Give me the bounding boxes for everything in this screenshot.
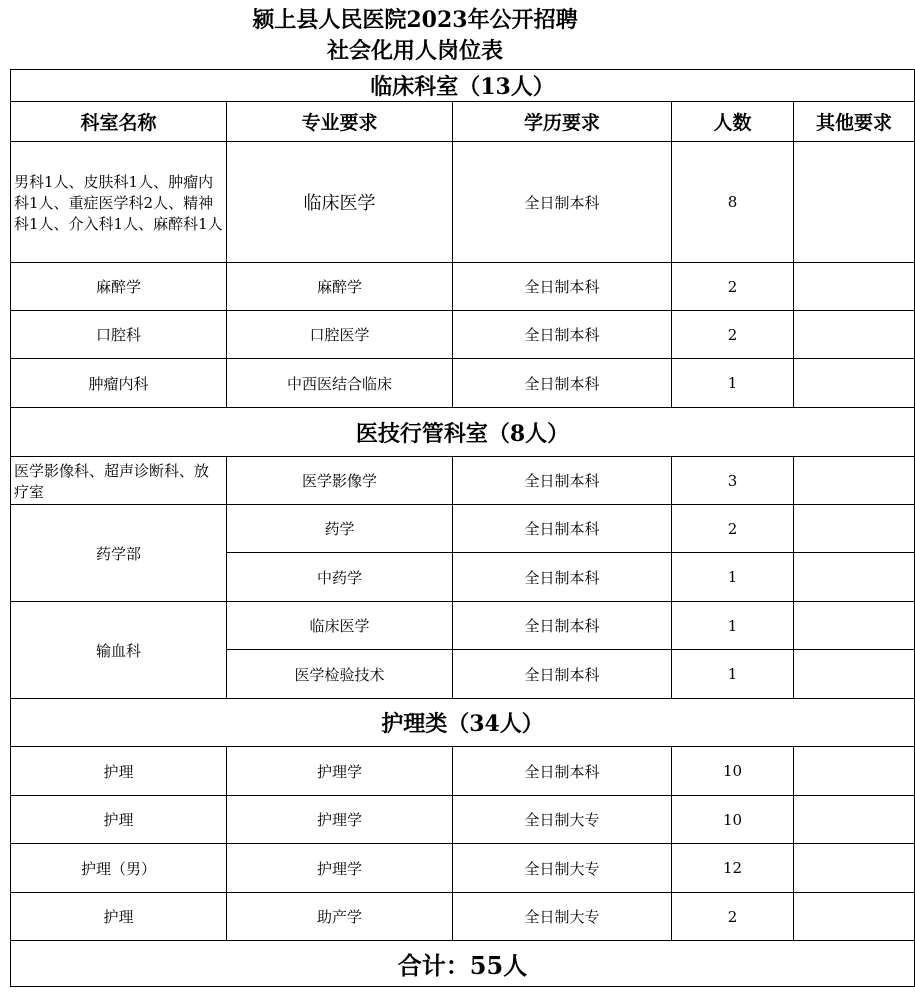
dept-cell: 男科1人、皮肤科1人、肿瘤内科1人、重症医学科2人、精神科1人、介入科1人、麻醉科1人 [11, 142, 227, 263]
count-cell: 2 [672, 311, 794, 359]
major-cell: 护理学 [227, 844, 453, 893]
count-cell: 1 [672, 553, 794, 602]
dept-cell: 护理 [11, 796, 227, 844]
education-cell: 全日制本科 [453, 602, 672, 650]
other-cell [794, 359, 915, 408]
major-cell: 中西医结合临床 [227, 359, 453, 408]
other-cell [794, 650, 915, 699]
dept-cell: 肿瘤内科 [11, 359, 227, 408]
table-row [11, 893, 915, 941]
table-row [11, 747, 915, 796]
count-cell: 2 [672, 893, 794, 941]
count-cell: 10 [672, 747, 794, 796]
section-label: 临床科室（13人） [11, 70, 915, 102]
count-cell: 10 [672, 796, 794, 844]
header-major: 专业要求 [227, 102, 453, 142]
major-cell: 护理学 [227, 796, 453, 844]
education-cell: 全日制大专 [453, 893, 672, 941]
count-cell: 1 [672, 602, 794, 650]
positions-table [10, 69, 915, 987]
total-label: 合计：55人 [11, 941, 915, 987]
education-cell: 全日制本科 [453, 263, 672, 311]
table-row [11, 602, 915, 650]
header-other: 其他要求 [794, 102, 915, 142]
table-row [11, 844, 915, 893]
education-cell: 全日制本科 [453, 311, 672, 359]
major-cell: 中药学 [227, 553, 453, 602]
table-row [11, 263, 915, 311]
other-cell [794, 796, 915, 844]
major-cell: 药学 [227, 505, 453, 553]
education-cell: 全日制本科 [453, 457, 672, 505]
section-label: 医技行管科室（8人） [11, 408, 915, 457]
dept-cell: 输血科 [11, 602, 227, 699]
table-row [11, 505, 915, 553]
table-row [11, 796, 915, 844]
header-education: 学历要求 [453, 102, 672, 142]
count-cell: 1 [672, 650, 794, 699]
other-cell [794, 311, 915, 359]
count-cell: 2 [672, 505, 794, 553]
table-row [11, 311, 915, 359]
major-cell: 医学检验技术 [227, 650, 453, 699]
section-label: 护理类（34人） [11, 699, 915, 747]
major-cell: 医学影像学 [227, 457, 453, 505]
count-cell: 1 [672, 359, 794, 408]
other-cell [794, 505, 915, 553]
other-cell [794, 457, 915, 505]
other-cell [794, 844, 915, 893]
education-cell: 全日制本科 [453, 650, 672, 699]
major-cell: 助产学 [227, 893, 453, 941]
count-cell: 3 [672, 457, 794, 505]
table-row [11, 457, 915, 505]
count-cell: 8 [672, 142, 794, 263]
section-header-row [11, 699, 915, 747]
major-cell: 护理学 [227, 747, 453, 796]
other-cell [794, 602, 915, 650]
section-header-row [11, 408, 915, 457]
education-cell: 全日制本科 [453, 747, 672, 796]
section-header-row [11, 70, 915, 102]
count-cell: 12 [672, 844, 794, 893]
header-count: 人数 [672, 102, 794, 142]
education-cell: 全日制本科 [453, 505, 672, 553]
table-row [11, 142, 915, 263]
other-cell [794, 263, 915, 311]
dept-cell: 药学部 [11, 505, 227, 602]
major-cell: 麻醉学 [227, 263, 453, 311]
major-cell: 临床医学 [227, 142, 453, 263]
other-cell [794, 747, 915, 796]
count-cell: 2 [672, 263, 794, 311]
dept-cell: 护理 [11, 893, 227, 941]
table-row [11, 359, 915, 408]
other-cell [794, 553, 915, 602]
total-row [11, 941, 915, 987]
education-cell: 全日制大专 [453, 844, 672, 893]
education-cell: 全日制本科 [453, 553, 672, 602]
dept-cell: 护理 [11, 747, 227, 796]
document-subtitle: 社会化用人岗位表 [326, 38, 503, 64]
document-title: 颍上县人民医院2023年公开招聘 [252, 7, 578, 33]
education-cell: 全日制本科 [453, 142, 672, 263]
other-cell [794, 893, 915, 941]
education-cell: 全日制大专 [453, 796, 672, 844]
dept-cell: 口腔科 [11, 311, 227, 359]
education-cell: 全日制本科 [453, 359, 672, 408]
header-dept: 科室名称 [11, 102, 227, 142]
dept-cell: 麻醉学 [11, 263, 227, 311]
major-cell: 口腔医学 [227, 311, 453, 359]
dept-cell: 医学影像科、超声诊断科、放疗室 [11, 457, 227, 505]
other-cell [794, 142, 915, 263]
column-header-row [11, 102, 915, 142]
dept-cell: 护理（男） [11, 844, 227, 893]
major-cell: 临床医学 [227, 602, 453, 650]
